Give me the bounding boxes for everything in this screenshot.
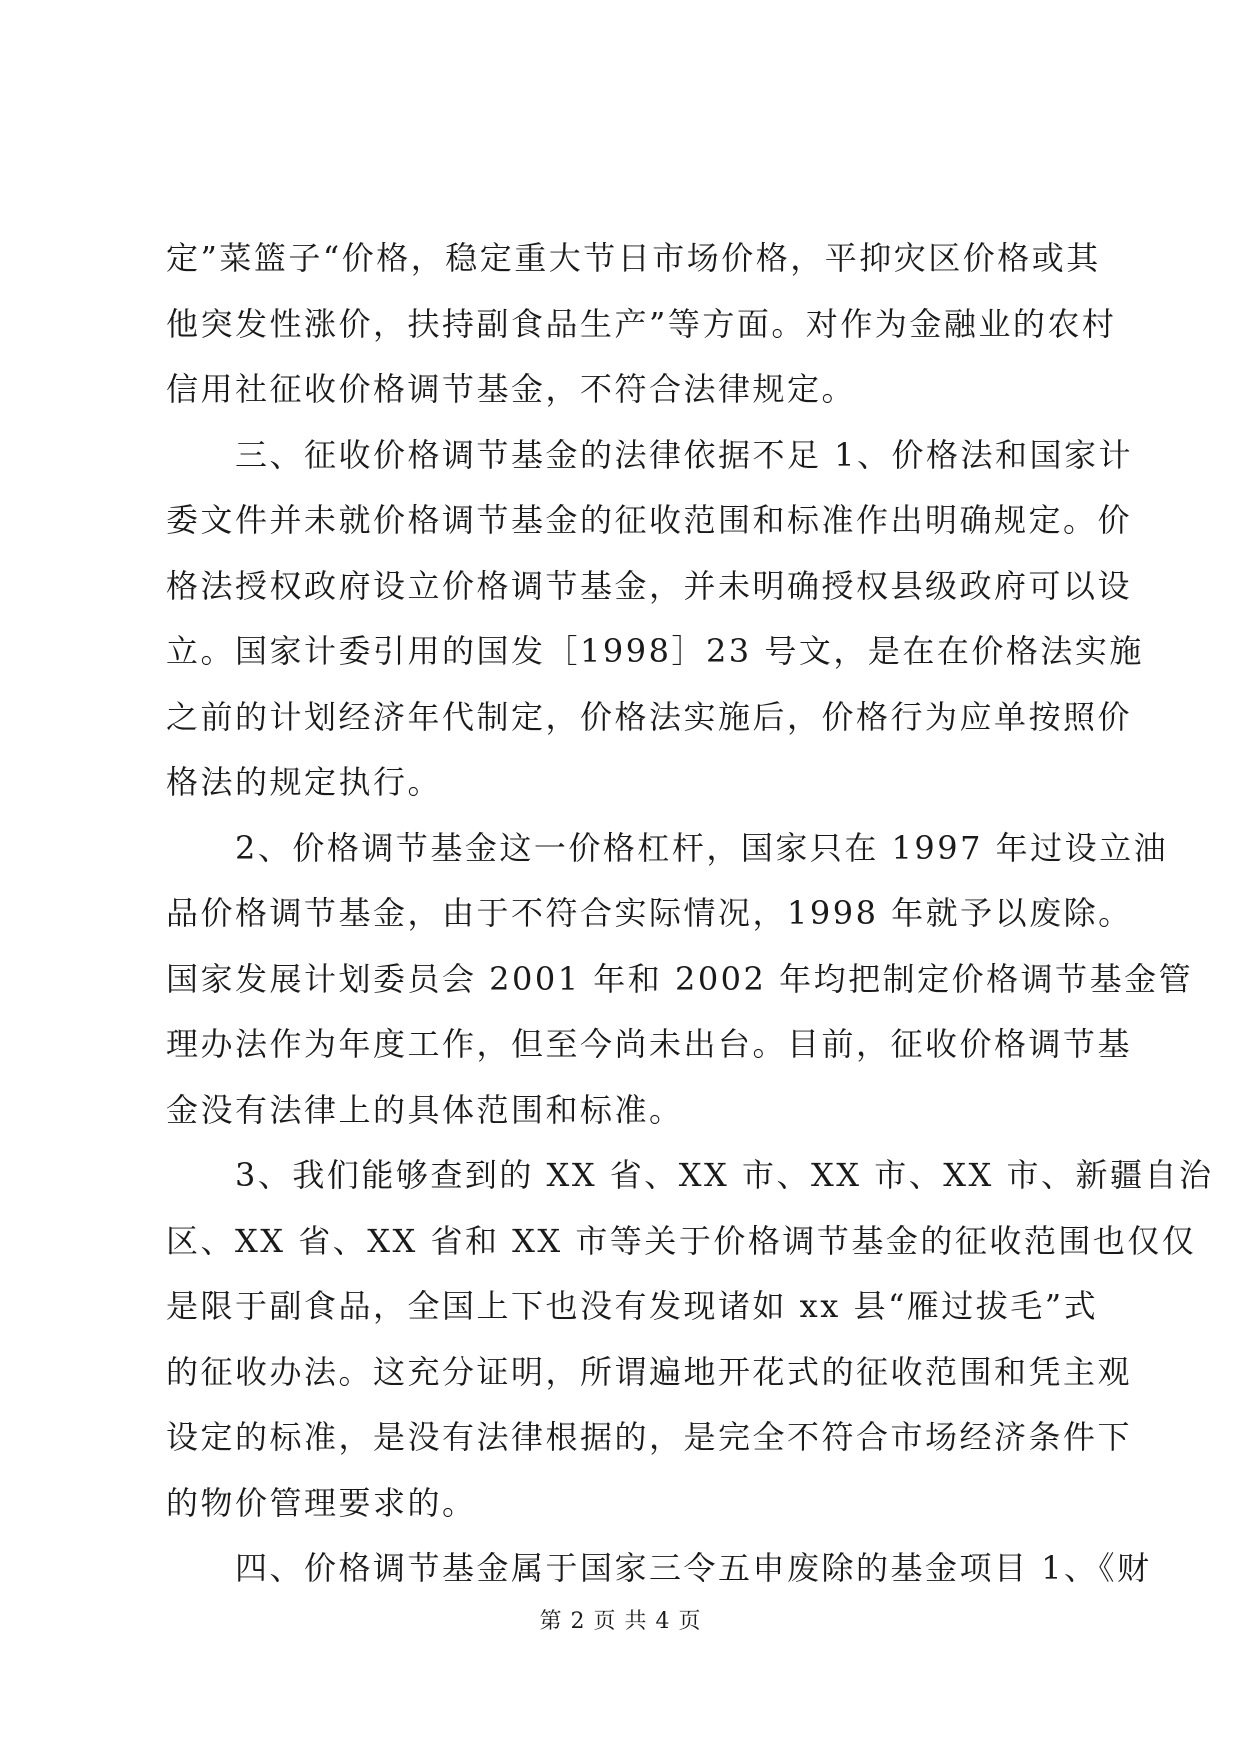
paragraph bbox=[166, 1143, 1214, 1536]
text-line: 设定的标准，是没有法律根据的，是完全不符合市场经济条件下 bbox=[166, 1418, 1133, 1456]
text-line: 是限于副食品，全国上下也没有发现诸如 xx 县“雁过拔毛”式 bbox=[166, 1287, 1099, 1325]
text-line: 金没有法律上的具体范围和标准。 bbox=[166, 1090, 684, 1129]
text-line: 3、我们能够查到的 XX 省、XX 市、XX 市、XX 市、新疆自治 bbox=[166, 1156, 1214, 1194]
text-line: 立。国家计委引用的国发［1998］23 号文，是在在价格法实施 bbox=[166, 632, 1144, 670]
text-line: 的征收办法。这充分证明，所谓遍地开花式的征收范围和凭主观 bbox=[166, 1352, 1133, 1391]
text-line: 四、价格调节基金属于国家三令五申废除的基金项目 1、《财 bbox=[166, 1549, 1152, 1587]
text-line: 国家发展计划委员会 2001 年和 2002 年均把制定价格调节基金管 bbox=[166, 959, 1194, 998]
text-line: 品价格调节基金，由于不符合实际情况，1998 年就予以废除。 bbox=[166, 894, 1133, 932]
paragraph bbox=[166, 423, 1144, 816]
document-body bbox=[166, 226, 1214, 1602]
text-line: 委文件并未就价格调节基金的征收范围和标准作出明确规定。价 bbox=[166, 501, 1133, 539]
text-line: 定”菜篮子“价格，稳定重大节日市场价格，平抑灾区价格或其 bbox=[166, 239, 1101, 277]
text-line: 他突发性涨价，扶持副食品生产”等方面。对作为金融业的农村 bbox=[166, 304, 1117, 343]
page-footer: 第 2 页 共 4 页 bbox=[539, 1609, 702, 1634]
text-line: 的物价管理要求的。 bbox=[166, 1483, 477, 1522]
text-line: 格法授权政府设立价格调节基金，并未明确授权县级政府可以设 bbox=[166, 566, 1133, 605]
text-line: 信用社征收价格调节基金，不符合法律规定。 bbox=[166, 370, 857, 408]
text-line: 三、征收价格调节基金的法律依据不足 1、价格法和国家计 bbox=[166, 435, 1134, 474]
text-line: 之前的计划经济年代制定，价格法实施后，价格行为应单按照价 bbox=[166, 697, 1133, 736]
text-line: 理办法作为年度工作，但至今尚未出台。目前，征收价格调节基 bbox=[166, 1025, 1133, 1063]
text-line: 2、价格调节基金这一价格杠杆，国家只在 1997 年过设立油 bbox=[166, 828, 1169, 867]
paragraph bbox=[166, 1536, 1152, 1602]
text-line: 格法的规定执行。 bbox=[166, 763, 443, 801]
paragraph bbox=[166, 226, 1117, 423]
text-line: 区、XX 省、XX 省和 XX 市等关于价格调节基金的征收范围也仅仅 bbox=[166, 1221, 1197, 1260]
paragraph bbox=[166, 816, 1194, 1144]
